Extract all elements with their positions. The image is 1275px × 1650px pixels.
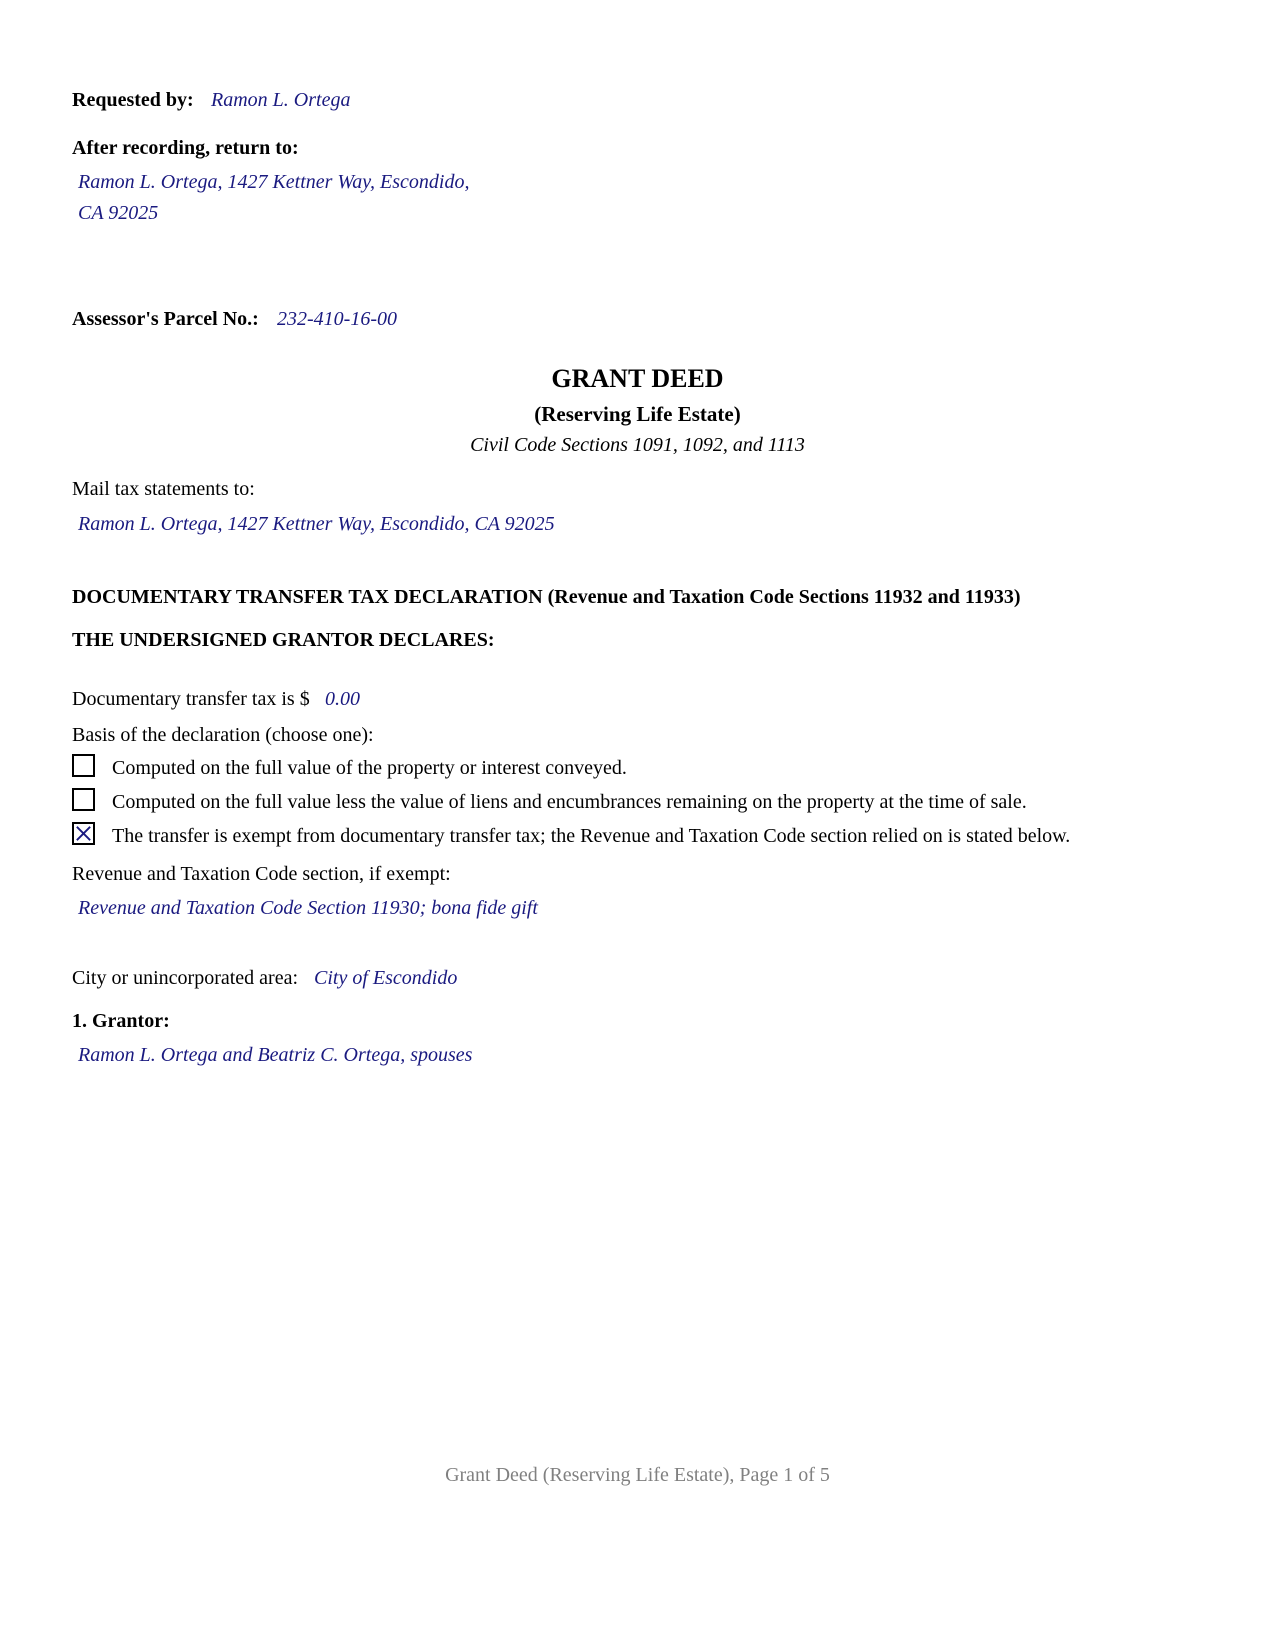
city-value[interactable]: City of Escondido [314, 967, 458, 989]
civil-code-citation: Civil Code Sections 1091, 1092, and 1113 [470, 434, 805, 456]
mail-tax-label: Mail tax statements to: [72, 478, 255, 500]
document-title: GRANT DEED [551, 364, 724, 393]
apn-value[interactable]: 232-410-16-00 [277, 308, 397, 330]
basis-option-exempt-checkbox[interactable] [72, 822, 95, 845]
grantor-value[interactable]: Ramon L. Ortega and Beatriz C. Ortega, spouses [78, 1044, 473, 1066]
tax-amount-value[interactable]: 0.00 [325, 688, 360, 710]
grantor-declares-heading: THE UNDERSIGNED GRANTOR DECLARES: [72, 629, 495, 651]
basis-option-less-liens-checkbox[interactable] [72, 788, 95, 811]
x-mark-icon [74, 824, 93, 843]
document-subtitle: (Reserving Life Estate) [534, 402, 741, 426]
mail-tax-value[interactable]: Ramon L. Ortega, 1427 Kettner Way, Escondido, CA 92025 [78, 513, 555, 535]
requested-by-label: Requested by: [72, 89, 194, 111]
basis-option-less-liens-label: Computed on the full value less the value of liens and encumbrances remaining on the property at the time of sale. [112, 791, 1027, 813]
basis-option-full-value-checkbox[interactable] [72, 754, 95, 777]
grantor-label: 1. Grantor: [72, 1010, 170, 1032]
requested-by-value[interactable]: Ramon L. Ortega [211, 89, 351, 111]
page-footer: Grant Deed (Reserving Life Estate), Page 1 of 5 [445, 1464, 830, 1486]
basis-option-full-value-label: Computed on the full value of the property or interest conveyed. [112, 757, 627, 779]
basis-label: Basis of the declaration (choose one): [72, 724, 374, 746]
transfer-tax-heading: DOCUMENTARY TRANSFER TAX DECLARATION (Revenue and Taxation Code Sections 11932 and 11933) [72, 586, 1021, 608]
return-to-line1[interactable]: Ramon L. Ortega, 1427 Kettner Way, Escondido, [78, 171, 470, 193]
tax-amount-label: Documentary transfer tax is $ [72, 688, 310, 710]
basis-option-exempt-label: The transfer is exempt from documentary transfer tax; the Revenue and Taxation Code section relied on is stated below. [112, 825, 1071, 847]
return-to-label: After recording, return to: [72, 137, 299, 159]
exempt-section-label: Revenue and Taxation Code section, if exempt: [72, 863, 451, 885]
exempt-section-value[interactable]: Revenue and Taxation Code Section 11930; bona fide gift [78, 897, 538, 919]
city-label: City or unincorporated area: [72, 967, 299, 989]
return-to-line2[interactable]: CA 92025 [78, 202, 159, 224]
apn-label: Assessor's Parcel No.: [72, 308, 259, 330]
